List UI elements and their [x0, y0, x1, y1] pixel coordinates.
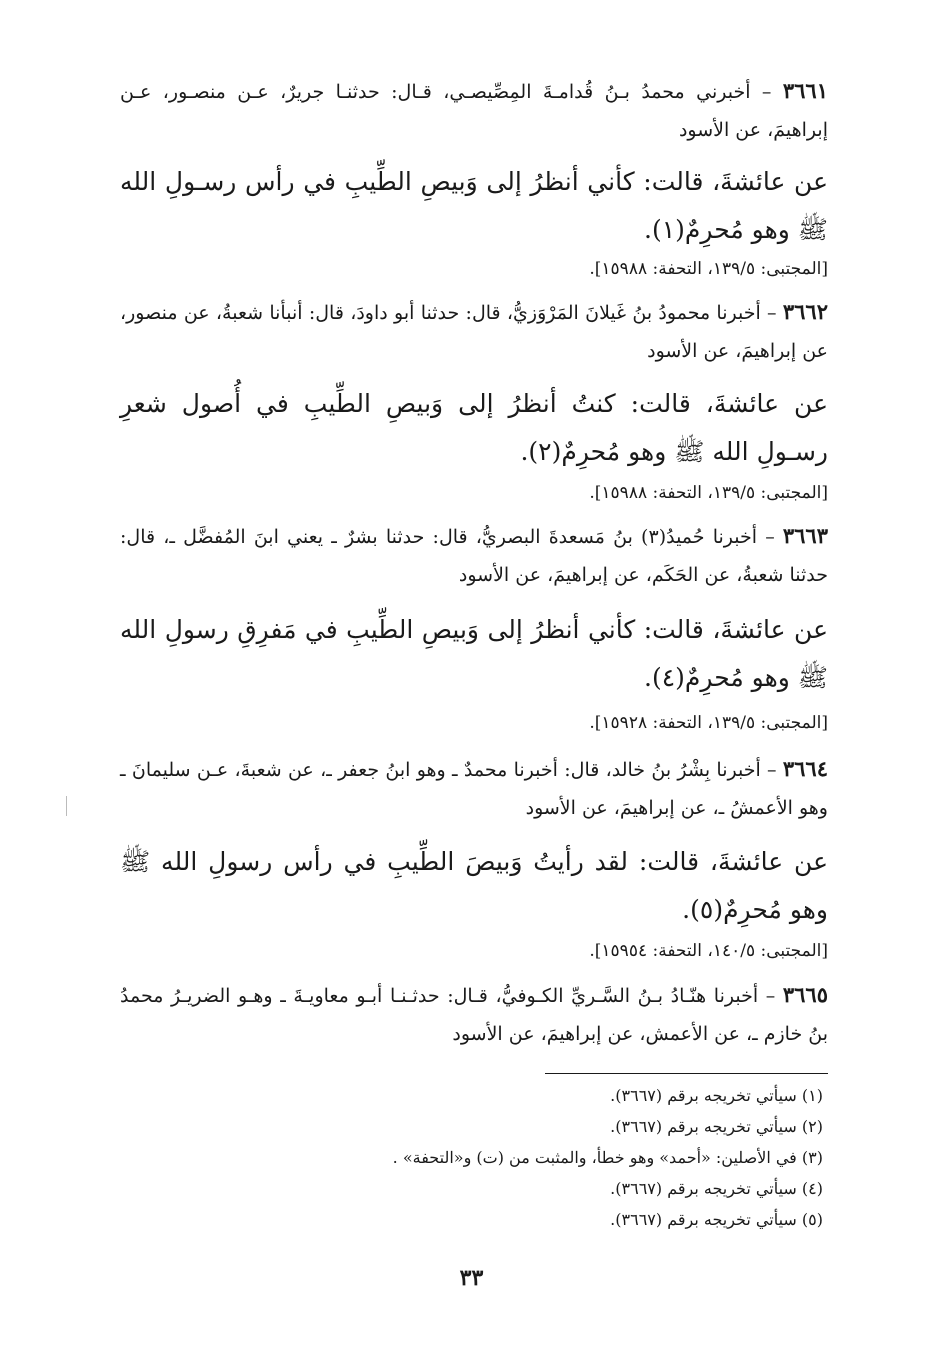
isnad-text: – أخبرنا محمودُ بنُ غَيلانَ المَرْوَزيُّ، قال: حدثنا أبو داودَ، قال: أنبأنا شعبةُ، عن منصور، عن إبراهيمَ، عن الأسود — [120, 302, 828, 362]
hadith-3664-reference: [المجتبى: ١٤٠/٥، التحفة: ١٥٩٥٤]. — [589, 941, 828, 961]
hadith-3665-isnad — [120, 976, 828, 1053]
hadith-number: ٣٦٦٢ — [782, 299, 828, 324]
footnote-4: (٤) سيأتي تخريجه برقم (٣٦٦٧). — [610, 1179, 823, 1198]
hadith-number: ٣٦٦٣ — [782, 523, 828, 548]
hadith-3661-reference: [المجتبى: ١٣٩/٥، التحفة: ١٥٩٨٨]. — [589, 259, 828, 279]
hadith-3662-isnad — [120, 293, 828, 370]
hadith-3663-isnad — [120, 517, 828, 594]
hadith-number: ٣٦٦٤ — [782, 756, 828, 781]
hadith-3661-matn: عن عائشةَ، قالت: كأني أنظرُ إلى وَبيصِ الطِّيبِ في رأس رسـولِ الله ﷺ وهو مُحرِمٌ(١). — [120, 167, 828, 244]
footnote-1: (١) سيأتي تخريجه برقم (٣٦٦٧). — [610, 1086, 823, 1105]
page-number: ٣٣ — [459, 1265, 484, 1291]
footnote-3: (٣) في الأصلين: «أحمد» وهو خطأ، والمثبت من (ت) و«التحفة» . — [392, 1148, 823, 1167]
footnotes — [263, 1080, 823, 1235]
hadith-3664-isnad — [120, 750, 828, 827]
footnote-5: (٥) سيأتي تخريجه برقم (٣٦٦٧). — [610, 1210, 823, 1229]
hadith-number: ٣٦٦١ — [782, 78, 828, 103]
isnad-text: – أخبرنا هنّـادُ بـنُ السَّـريِّ الكـوفيُّ، قـال: حدثـنـا أبـو معاويـةَ ـ وهـو الضريـرُ محمدُ بنُ خازم ـ، عن الأعمش، عن إبراهيمَ، عن الأسود — [120, 985, 828, 1045]
hadith-3664-matn: عن عائشةَ، قالت: لقد رأيتُ وَبيصَ الطِّيبِ في رأس رسولِ الله ﷺ وهو مُحرِمٌ(٥). — [120, 847, 828, 924]
margin-mark — [66, 796, 67, 816]
isnad-text: – أخبرنا بِشْرُ بنُ خالد، قال: أخبرنا محمدٌ ـ وهو ابنُ جعفر ـ، عن شعبةَ، عـن سليمانَ ـ وهو الأعمشُ ـ، عن إبراهيمَ، عن الأسود — [120, 759, 828, 819]
isnad-text: – أخبرني محمدُ بـنُ قُدامـةَ المِصِّيصـي، قـال: حدثنـا جريرٌ، عـن منصـور، عـن إبراهيمَ، عن الأسود — [120, 81, 828, 141]
hadith-3662-reference: [المجتبى: ١٣٩/٥، التحفة: ١٥٩٨٨]. — [589, 483, 828, 503]
footnote-divider — [545, 1073, 828, 1074]
hadith-3661-isnad — [120, 72, 828, 149]
hadith-3663-matn: عن عائشةَ، قالت: كأني أنظرُ إلى وَبيصِ الطِّيبِ في مَفرِقِ رسولِ الله ﷺ وهو مُحرِمٌ(٤). — [120, 615, 828, 692]
hadith-number: ٣٦٦٥ — [782, 982, 828, 1007]
hadith-3663-reference: [المجتبى: ١٣٩/٥، التحفة: ١٥٩٢٨]. — [589, 713, 828, 733]
isnad-text: – أخبرنا حُميدُ(٣) بنُ مَسعدةَ البصريُّ، قال: حدثنا بشرٌ ـ يعني ابنَ المُفضَّل ـ، قال: حدثنا شعبةُ، عن الحَكَم، عن إبراهيمَ، عن الأسود — [120, 526, 828, 586]
hadith-3662-matn: عن عائشةَ، قالت: كنتُ أنظرُ إلى وَبيصِ الطِّيبِ في أُصول شعرِ رسـولِ الله ﷺ وهو مُحرِمٌ(٢). — [120, 389, 828, 466]
footnote-2: (٢) سيأتي تخريجه برقم (٣٦٦٧). — [610, 1117, 823, 1136]
